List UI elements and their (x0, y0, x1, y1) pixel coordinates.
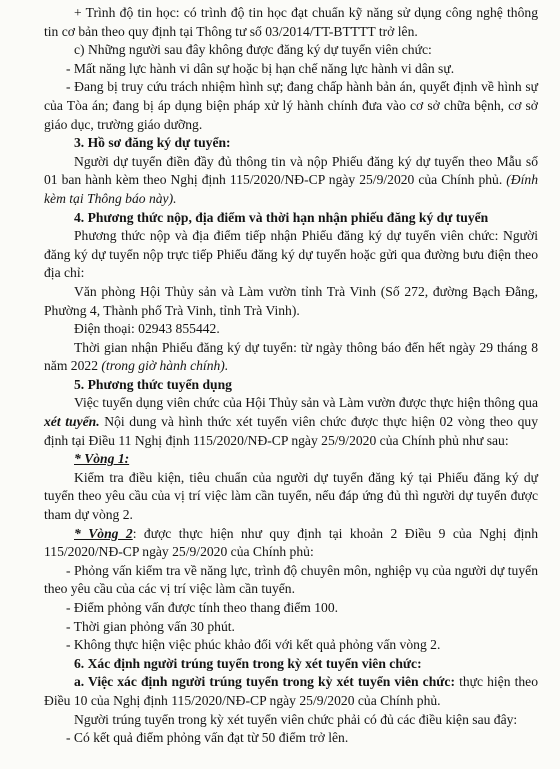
list-item-min-score: - Có kết quả điểm phỏng vấn đạt từ 50 điểm trở lên. (66, 730, 349, 746)
paragraph-registration-file (44, 153, 538, 209)
paragraph-recruitment-method (44, 394, 538, 450)
list-item-interview: - Phỏng vấn kiểm tra về năng lực, trình độ chuyên môn, nghiệp vụ của người dự tuyển theo yêu cầu của các vị trí việc làm cần tuyển. (44, 562, 538, 597)
list-item-score-scale: - Điểm phỏng vấn được tính theo thang điểm 100. (66, 600, 339, 615)
paragraph-round-2 (44, 525, 538, 562)
paragraph-submission-method: Phương thức nộp và địa điểm tiếp nhận Phiếu đăng ký dự tuyển viên chức: Người đăng ký dự tuyển nộp trực tiếp Phiếu đăng ký dự tuyển hoặc gửi qua đường bưu điện theo địa chỉ: (44, 228, 538, 281)
registration-text: Người dự tuyển điền đầy đủ thông tin và nộp Phiếu đăng ký dự tuyển theo Mẫu số 01 ban hành kèm theo Nghị định 115/2020/NĐ-CP ngày 25/9/2020 của Chính phủ. (44, 153, 538, 188)
section-heading-6: 6. Xác định người trúng tuyển trong kỳ xét tuyển viên chức: (74, 655, 422, 671)
method-highlight: xét tuyển. (44, 414, 100, 430)
list-item-criminal: - Đang bị truy cứu trách nhiệm hình sự; đang chấp hành bản án, quyết định về hình sự của Tòa án; đang bị áp dụng biện pháp xử lý hành chính đưa vào cơ sở chữa bệnh, cơ sở giáo dục, trường giáo dưỡng. (44, 79, 538, 132)
list-item-duration: - Thời gian phỏng vấn 30 phút. (66, 618, 235, 634)
paragraph-round-1: Kiểm tra điều kiện, tiêu chuẩn của người dự tuyển đăng ký tại Phiếu đăng ký dự tuyển theo yêu cầu của vị trí việc làm cần tuyển, nếu đáp ứng đủ thì người dự tuyển được tham dự vòng 2. (44, 469, 538, 523)
paragraph-ineligible-heading: c) Những người sau đây không được đăng ký dự tuyển viên chức: (74, 42, 432, 58)
winner-text: thực hiện theo Điều 10 của Nghị định 115/2020/NĐ-CP ngày 25/9/2020 của Chính phủ. (44, 674, 538, 708)
list-item-civil-capacity: - Mất năng lực hành vi dân sự hoặc bị hạn chế năng lực hành vi dân sự. (66, 60, 455, 76)
section-heading-4: 4. Phương thức nộp, địa điểm và thời hạn nhận phiếu đăng ký dự tuyển (74, 209, 489, 225)
round-2-heading: * Vòng 2 (74, 525, 133, 541)
round-1-heading: * Vòng 1: (74, 451, 130, 467)
winner-subheading: a. Việc xác định người trúng tuyển trong kỳ xét tuyển viên chức: (74, 674, 455, 690)
method-text-c: Nội dung và hình thức xét tuyển viên chức được thực hiện 02 vòng theo quy định tại Điều 11 Nghị định 115/2020/NĐ-CP ngày 25/9/2020 của Chính phủ như sau: (44, 414, 538, 448)
method-text-a: Việc tuyển dụng viên chức của Hội Thủy sản và Làm vườn được thực hiện thông qua (74, 395, 538, 411)
attachment-note: (Đính kèm tại Thông báo này). (44, 172, 538, 206)
deadline-text: Thời gian nhận Phiếu đăng ký dự tuyển: từ ngày thông báo đến hết ngày 29 tháng 8 năm 2022 (44, 339, 538, 374)
list-item-no-review: - Không thực hiện việc phúc khảo đối với kết quả phỏng vấn vòng 2. (66, 637, 441, 653)
paragraph-deadline (44, 339, 538, 376)
paragraph-phone: Điện thoại: 02943 855442. (74, 321, 220, 337)
paragraph-winner-determination (44, 673, 538, 710)
paragraph-winner-conditions: Người trúng tuyển trong kỳ xét tuyển viên chức phải có đủ các điều kiện sau đây: (74, 711, 518, 727)
round-2-text: : được thực hiện như quy định tại khoản 2 Điều 9 của Nghị định 115/2020/NĐ-CP ngày 25/9/2020 của Chính phủ: (44, 525, 538, 560)
paragraph-it-skills: + Trình độ tin học: có trình độ tin học đạt chuẩn kỹ năng sử dụng công nghệ thông tin cơ bản theo quy định tại Thông tư số 03/2014/TT-BTTTT trở lên. (44, 5, 538, 39)
section-heading-3: 3. Hồ sơ đăng ký dự tuyển: (74, 135, 231, 151)
paragraph-office-address: Văn phòng Hội Thủy sản và Làm vườn tỉnh Trà Vinh (Số 272, đường Bạch Đằng, Phường 4, Thành phố Trà Vinh, tỉnh Trà Vinh). (44, 283, 538, 318)
deadline-note: (trong giờ hành chính). (101, 358, 229, 374)
section-heading-5: 5. Phương thức tuyển dụng (74, 376, 232, 392)
